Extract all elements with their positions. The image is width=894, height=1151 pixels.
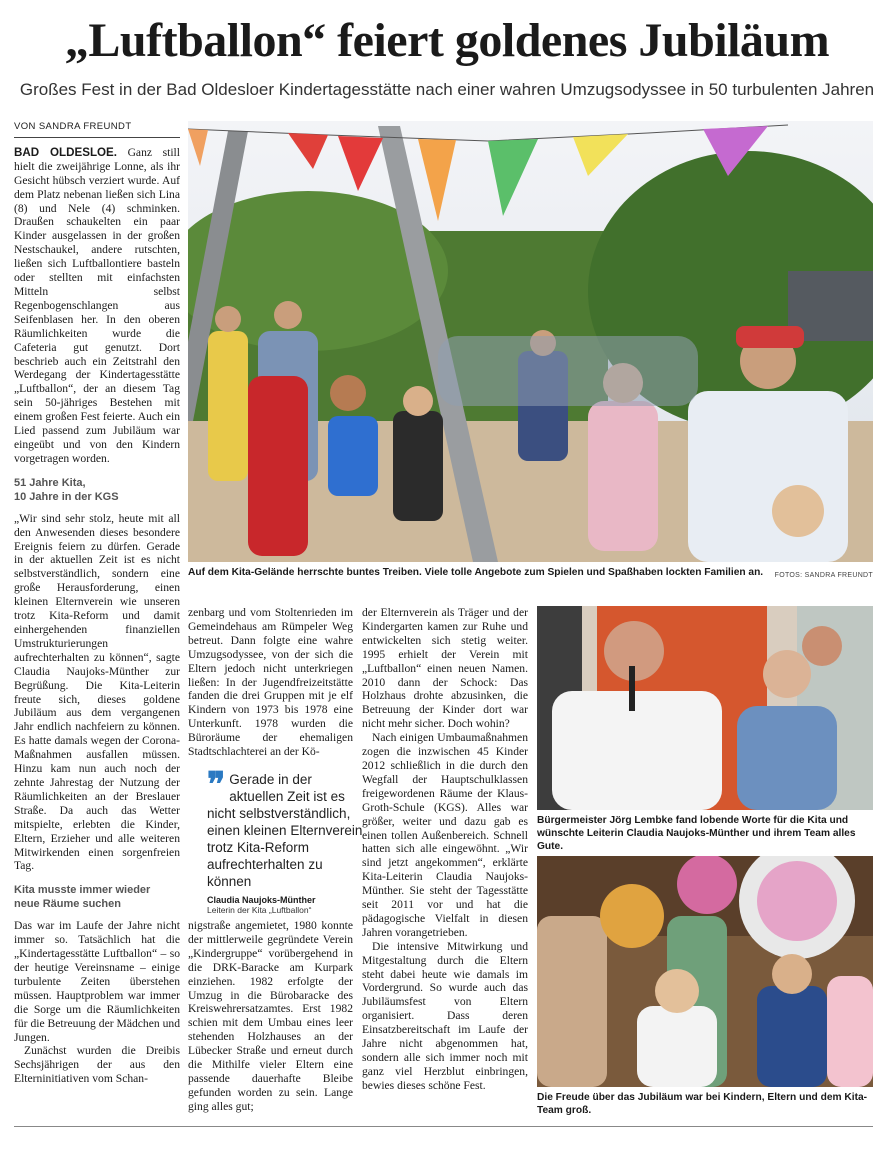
quote-role: Leiterin der Kita „Luftballon“: [207, 905, 312, 915]
headline: „Luftballon“ feiert goldenes Jubiläum: [64, 14, 830, 67]
subheading: 51 Jahre Kita, 10 Jahre in der KGS: [14, 476, 119, 503]
kids-photo-caption: Die Freude über das Jubiläum war bei Kindern, Eltern und dem Kita-Team groß.: [537, 1092, 868, 1116]
quote-author: Claudia Naujoks-Münther: [207, 895, 316, 905]
kids-photo: [537, 856, 873, 1087]
subline: Großes Fest in der Bad Oldesloer Kindertagesstätte nach einer wahren Umzugsodyssee in 50 turbulenten Jahren: [19, 80, 875, 99]
paragraph: BAD OLDESLOE. Ganz still hielt die zweijährige Lonne, als ihr Gesicht hübsch verziert wurde. Auf dem Platz nebenan ließen sich Lina (8) und Nele (4) schminken. Draußen schaukelten ein paar Kinder ausgelassen in der großen Nestschaukel, andere rutschten, ließen sich Luftballontiere basteln oder stellten mit einfachsten Mitteln selbst Regenbogenschlangen aus Seifenblasen her. In den oberen Räumlichkeiten wurde die Cafeteria gut genutzt. Dort beschrieb auch ein Zeitstrahl den Werdegang der Kindertagesstätte „Luftballon“, der an diesem Tag sein 50-jähriges Bestehen mit einem großen Fest feierte. Auch ein Lied passend zum Jubiläum war eingeübt und von den Kindern vorgetragen worden.: [14, 145, 180, 465]
paragraph: der Elternverein als Träger und der Kindergarten kamen zur Ruhe und entwickelten sich stetig weiter. 1995 erhielt der Verein mit „Luftballon“ einen neuen Namen. 2010 dann der Schock: Das Holzhaus drohte abzusinken, die Betreuung der Kinder dort war nicht mehr sicher. Doch wohin?: [362, 606, 528, 731]
main-photo: [188, 121, 873, 562]
quote-mark-icon: ❞: [207, 766, 226, 804]
column-2-top: [188, 606, 353, 759]
paragraph: Nach einigen Umbaumaßnahmen zogen die inzwischen 45 Kinder 2012 schließlich in die durch den Wegfall der Hauptschulklassen freigewordenen Räume der Klaus-Groth-Schule (KGS). Alles war größer, weiter und dazu gab es einen tollen Außenbereich. Schnell hatten sich alle eingewöhnt. „Wir sind jetzt angekommen“, erklärte Kita-Leiterin Claudia Naujoks-Münther. Sie steht der Tagesstätte seit 2011 vor und hat die pädagogische Vielfalt in diesen Jahren vorangetrieben.: [362, 731, 528, 939]
pull-quote: [207, 766, 367, 915]
bottom-rule: [14, 1126, 873, 1127]
column-3: [362, 606, 528, 1093]
paragraph: zenbarg und vom Stoltenrieden im Gemeindehaus am Rümpeler Weg betreut. Dann folgte eine wahre Umzugsodyssee, von der sich die Eltern jedoch nicht unterkriegen ließen: In der Jugendfreizeitstätte fanden die drei Gruppen mit je elf Kindern von 1973 bis 1978 eine Unterkunft. 1978 wurden die Büroräume der ehemaligen Stadtschlachterei an der Kö-: [188, 606, 353, 759]
dateline: BAD OLDESLOE.: [14, 145, 117, 159]
paragraph: „Wir sind sehr stolz, heute mit all den Anwesenden dieses besondere Ereignis feiern zu dürfen. Gerade in der aktuellen Zeit ist es nicht selbstverständlich, sondern eine große Herausforderung, einen kleinen Elternverein wie unseren trotz Kita-Reform und damit einhergehenden finanziellen Umstrukturierungen aufrechterhalten zu können“, sagte Claudia Naujoks-Münther zur Begrüßung. Die Kita-Leiterin freute sich, dieses goldene Jubiläum aus dem vergangenen Jahr endlich nachfeiern zu können. Es hatte damals wegen der Corona-Maßnahmen ausfallen müssen. Hinzu kam nun auch noch der zehnte Jahrestag der Nutzung der Räumlichkeiten an der Breslauer Straße. Da auch das Wetter mitspielte, erlebten die Kinder, Eltern, Erzieher und alle weiteren Mitwirkenden einen sorgenfreien Tag.: [14, 511, 180, 873]
subheading: Kita musste immer wieder neue Räume suchen: [14, 884, 151, 911]
quote-text: Gerade in der aktuellen Zeit ist es nicht selbstverständlich, einen kleinen Elternverein trotz Kita-Reform aufrechterhalten zu können: [207, 772, 363, 889]
mayor-photo-caption: Bürgermeister Jörg Lembke fand lobende Worte für die Kita und wünschte Leiterin Claudia Naujoks-Münther und ihrem Team alles Gute.: [537, 815, 856, 852]
paragraph: Zunächst wurden die Dreibis Sechsjährigen der aus den Elterninitiativen vom Schan-: [14, 1044, 180, 1086]
mayor-photo: [537, 606, 873, 810]
paragraph: Die intensive Mitwirkung und Mitgestaltung durch die Eltern steht dabei heute wie damals im Vordergrund. So wurde auch das Jubiläumsfest von Eltern organisiert. Dass deren Einsatzbereitschaft im Laufe der Jahre nicht abgenommen hat, sondern alle sich immer noch mit ganz viel Herzblut einbringen, bewies dieses schöne Fest.: [362, 939, 528, 1092]
paragraph: Das war im Laufe der Jahre nicht immer so. Tatsächlich hat die „Kindertagesstätte Luftballon“ – so der heutige Vereinsname – einige turbulente Zeiten überstehen müssen. Hauptproblem war immer die Sorge um die Räumlichkeiten für die Betreuung der Mädchen und Jungen.: [14, 919, 180, 1044]
column-1: [14, 120, 180, 1086]
byline: VON SANDRA FREUNDT: [14, 120, 180, 138]
photo-credit: FOTOS: SANDRA FREUNDT: [774, 572, 873, 579]
column-2-bottom: [188, 919, 353, 1114]
paragraph: nigstraße angemietet, 1980 konnte der mittlerweile gegründete Verein „Kindergruppe“ vorübergehend in die DRK-Baracke am Kurpark einziehen. 1982 erfolgte der Umzug in die Bürobaracke des Kreiswehrersatzamtes. Erst 1982 schien mit dem Umbau eines leer stehenden Holzhauses an der Lübecker Straße und erneut durch die Mithilfe vieler Eltern eine passende dauerhafte Bleibe gefunden worden zu sein. Lange ging alles gut;: [188, 919, 353, 1113]
main-photo-caption: Auf dem Kita-Gelände herrschte buntes Treiben. Viele tolle Angebote zum Spielen und Spaßhaben lockten Familien an. FOTOS: SANDRA FREUNDT: [188, 566, 873, 582]
